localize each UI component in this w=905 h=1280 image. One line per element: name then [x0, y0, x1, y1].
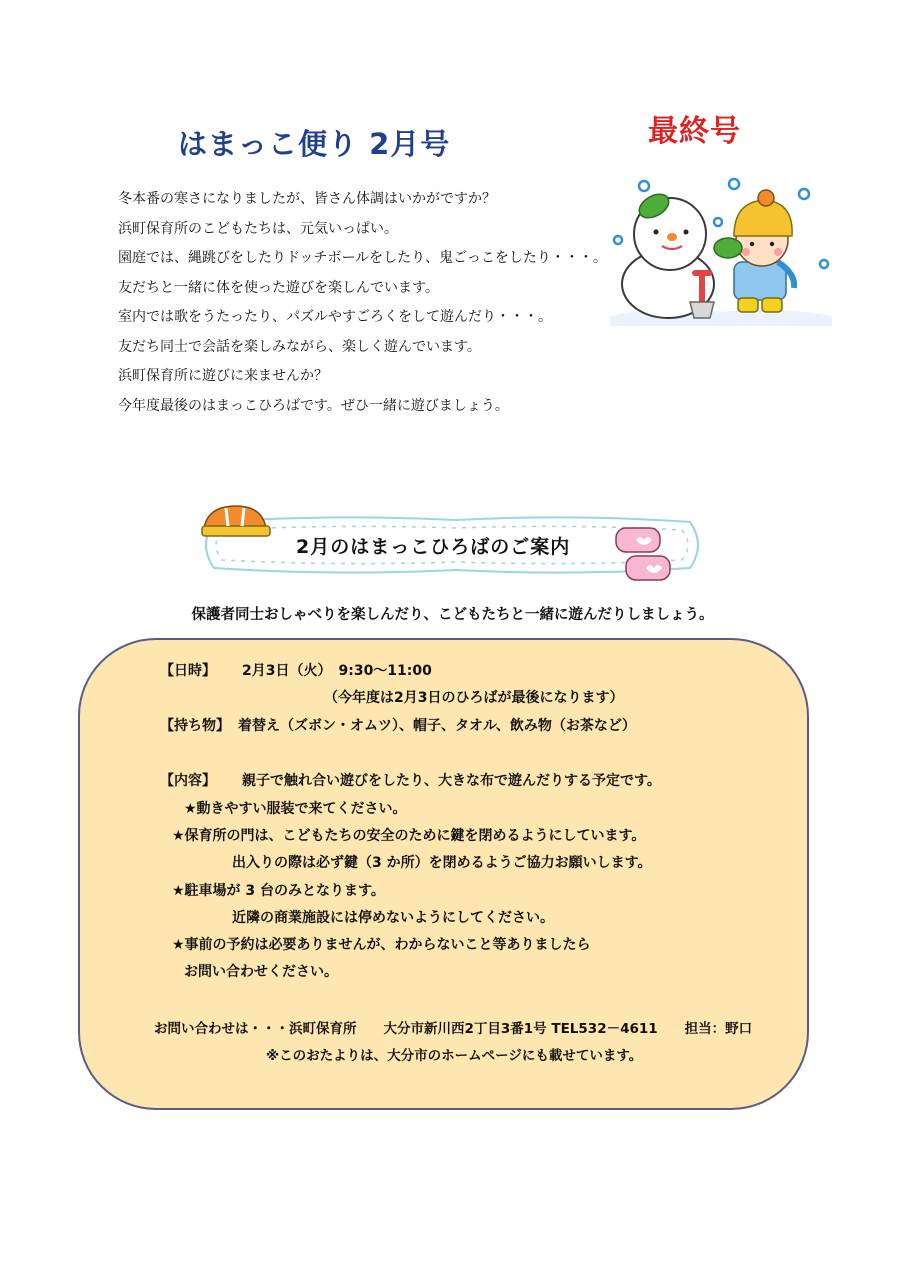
- content-label: 【内容】: [160, 773, 216, 789]
- knit-hat-icon: [202, 506, 270, 536]
- note-line: ★駐車場が 3 台のみとなります。: [172, 883, 385, 899]
- guide-subtitle: 保護者同士おしゃべりを楽しんだり、こどもたちと一緒に遊んだりしましょう。: [191, 607, 714, 623]
- note-line: ★事前の予約は必要ありませんが、わからないこと等ありましたら: [172, 937, 591, 953]
- note-line: ★動きやすい服装で来てください。: [184, 801, 407, 817]
- content-row: [160, 770, 661, 790]
- intro-line: 園庭では、縄跳びをしたりドッチボールをしたり、鬼ごっこをしたり・・・。: [118, 250, 607, 266]
- note-line: ★保育所の門は、こどもたちの安全のために鍵を閉めるようにしています。: [172, 828, 646, 844]
- intro-line: 室内では歌をうたったり、パズルやすごろくをして遊んだり・・・。: [118, 309, 552, 325]
- date-row: [160, 660, 432, 680]
- items-row: [160, 715, 636, 735]
- intro-line: 友だち同士で会話を楽しみながら、楽しく遊んでいます。: [118, 338, 481, 355]
- note-line: お問い合わせください。: [184, 964, 338, 980]
- final-issue-badge: 最終号: [648, 114, 741, 149]
- intro-line: 友だちと一緒に体を使った遊びを楽しんでいます。: [118, 279, 439, 296]
- contact-line: お問い合わせは・・・浜町保育所 大分市新川西2丁目3番1号 TEL532－4611 担当：野口: [154, 1021, 753, 1037]
- intro-line: 浜町保育所に遊びに来ませんか？: [118, 368, 328, 384]
- items-label: 【持ち物】: [160, 718, 230, 734]
- newsletter-title: はまっこ便り 2月号: [178, 127, 451, 161]
- intro-line: 冬本番の寒さになりましたが、皆さん体調はいかがですか？: [118, 191, 496, 207]
- note-line: 近隣の商業施設には停めないようにしてください。: [232, 910, 554, 926]
- info-box: [78, 638, 809, 1110]
- date-value: 2月3日（火） 9:30～11:00: [242, 663, 432, 679]
- intro-paragraph: [118, 185, 638, 421]
- homepage-note: ※このおたよりは、大分市のホームページにも載せています。: [266, 1048, 643, 1064]
- intro-line: 浜町保育所のこどもたちは、元気いっぱい。: [118, 220, 398, 237]
- snowman-child-illustration: [606, 166, 836, 326]
- date-note: （今年度は2月3日のひろばが最後になります）: [324, 690, 624, 706]
- items-value: 着替え（ズボン・オムツ）、帽子、タオル、飲み物（お茶など）: [238, 718, 636, 734]
- note-line: 出入りの際は必ず鍵（3 か所）を閉めるようご協力お願いします。: [232, 855, 652, 871]
- content-value: 親子で触れ合い遊びをしたり、大きな布で遊んだりする予定です。: [242, 773, 661, 789]
- date-label: 【日時】: [160, 663, 216, 679]
- guide-heading: 2月のはまっこひろばのご案内: [296, 536, 571, 558]
- intro-line: 今年度最後のはまっこひろばです。ぜひ一緒に遊びましょう。: [118, 397, 509, 414]
